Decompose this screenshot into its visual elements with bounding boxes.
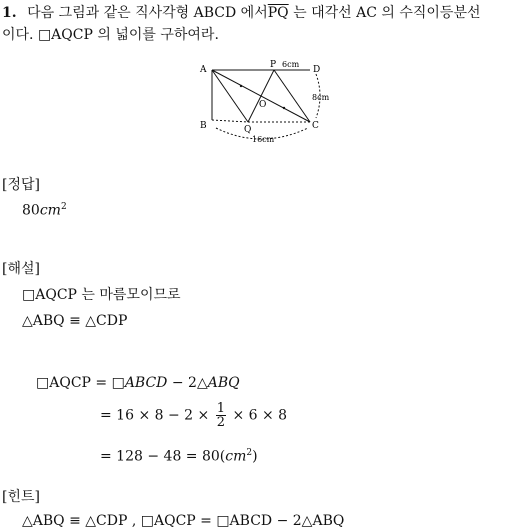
explanation-line-2: △ABQ ≡ △CDP [22, 313, 128, 329]
answer-value [22, 198, 67, 220]
label-o: O [259, 100, 267, 110]
explanation-line-1: □AQCP 는 마름모이므로 [22, 287, 181, 303]
hint-header: [힌트] [2, 489, 40, 505]
eq1-abcd: ABCD [124, 375, 168, 391]
eq3-pre: = 128 − 48 = 80( [100, 448, 226, 465]
answer-number: 80 [22, 202, 40, 219]
eq1-rest: − 2△ [167, 375, 208, 391]
eq1-abq: ABQ [207, 375, 240, 391]
eq2-post: × 6 × 8 [232, 407, 288, 424]
label-q: Q [244, 125, 252, 135]
eq3-unit: cm [225, 448, 247, 465]
eq3-close: ) [252, 448, 258, 465]
segment-pq [248, 70, 274, 122]
equation-2 [100, 402, 287, 429]
segment-pc [274, 70, 310, 122]
problem-number: 1. [2, 5, 17, 21]
label-c: C [312, 121, 319, 131]
problem-text-b: 는 대각선 AC 의 수직이등분선 [288, 5, 481, 21]
label-d: D [313, 65, 321, 75]
fraction-denominator: 2 [216, 415, 225, 430]
label-b: B [200, 121, 207, 131]
problem-text-a: 다음 그림과 같은 직사각형 ABCD 에서 [27, 5, 268, 21]
answer-unit: cm [39, 202, 61, 219]
problem-line-1 [2, 4, 481, 22]
label-6cm: 6cm [282, 60, 300, 69]
fraction-numerator: 1 [216, 401, 225, 416]
rectangle-figure [196, 58, 336, 148]
eq1-lhs: □AQCP = □ [36, 375, 125, 391]
eq2-pre: = 16 × 8 − 2 × [100, 407, 210, 424]
label-p: P [270, 60, 277, 70]
fraction-half [216, 402, 226, 429]
explanation-header: [해설] [2, 261, 40, 277]
equation-1 [36, 374, 240, 392]
side-bq [212, 120, 248, 122]
equation-3 [100, 444, 258, 466]
answer-header: [정답] [2, 177, 40, 193]
hint-line: △ABQ ≡ △CDP , □AQCP = □ABCD − 2△ABQ [22, 513, 345, 529]
label-8cm: 8cm [312, 93, 330, 102]
eq3-exponent: 2 [246, 448, 253, 458]
segment-aq [212, 70, 248, 122]
label-a: A [200, 65, 207, 75]
problem-line-2: 이다. □AQCP 의 넓이를 구하여라. [2, 27, 219, 43]
label-16cm: 16cm [252, 135, 275, 144]
segment-pq: $\overline{PQ}$ [267, 5, 289, 21]
answer-exponent: 2 [60, 202, 67, 212]
